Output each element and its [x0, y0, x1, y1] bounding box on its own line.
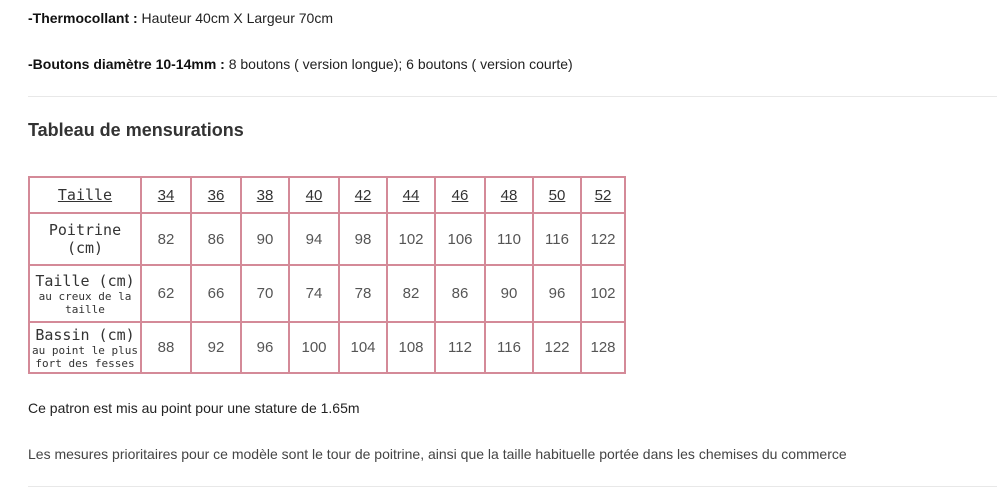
size-header: 50 [533, 177, 581, 213]
measure-cell: 86 [191, 213, 241, 265]
measure-cell: 102 [581, 265, 625, 322]
size-header: 36 [191, 177, 241, 213]
measure-cell: 98 [339, 213, 387, 265]
measure-cell: 66 [191, 265, 241, 322]
thermocollant-line [28, 10, 333, 26]
measure-cell: 102 [387, 213, 435, 265]
divider [28, 96, 997, 97]
size-header: 38 [241, 177, 289, 213]
row-label [29, 322, 141, 373]
row-label [29, 213, 141, 265]
measure-cell: 116 [485, 322, 533, 373]
measure-cell: 82 [141, 213, 191, 265]
size-header: 34 [141, 177, 191, 213]
size-header: 46 [435, 177, 485, 213]
size-header: 48 [485, 177, 533, 213]
row-label-main: Poitrine [48, 221, 122, 239]
stature-note: Ce patron est mis au point pour une stature de 1.65m [28, 400, 360, 416]
measure-cell: 82 [387, 265, 435, 322]
table-header-row [29, 177, 625, 213]
measure-cell: 110 [485, 213, 533, 265]
priority-note: Les mesures prioritaires pour ce modèle sont le tour de poitrine, ainsi que la taille habituelle portée dans les chemises du commerce [28, 446, 847, 462]
measure-cell: 88 [141, 322, 191, 373]
boutons-line [28, 56, 573, 72]
measure-cell: 100 [289, 322, 339, 373]
measure-cell: 104 [339, 322, 387, 373]
table-row [29, 322, 625, 373]
thermocollant-label: -Thermocollant : [28, 10, 138, 26]
section-title: Tableau de mensurations [28, 120, 244, 140]
row-label-main: Bassin (cm) [35, 325, 135, 344]
measure-cell: 96 [241, 322, 289, 373]
measure-cell: 78 [339, 265, 387, 322]
row-label-sub: au point le plus fort des fesses [32, 343, 138, 370]
measure-cell: 86 [435, 265, 485, 322]
size-header: 40 [289, 177, 339, 213]
row-label-main: Taille (cm) [35, 271, 135, 290]
measurement-table [28, 176, 626, 374]
size-header: 44 [387, 177, 435, 213]
table-row [29, 213, 625, 265]
header-taille-label: Taille [29, 177, 141, 213]
measure-cell: 90 [241, 213, 289, 265]
row-label [29, 265, 141, 322]
size-header: 42 [339, 177, 387, 213]
row-label-sub: au creux de la taille [38, 289, 132, 316]
row-label-unit: (cm) [66, 239, 104, 257]
measure-cell: 112 [435, 322, 485, 373]
measure-cell: 122 [533, 322, 581, 373]
measure-cell: 94 [289, 213, 339, 265]
thermocollant-value: Hauteur 40cm X Largeur 70cm [137, 10, 333, 26]
divider-bottom [28, 486, 997, 487]
boutons-label: -Boutons diamètre 10-14mm : [28, 56, 225, 72]
size-header: 52 [581, 177, 625, 213]
measure-cell: 122 [581, 213, 625, 265]
measure-cell: 108 [387, 322, 435, 373]
measure-cell: 70 [241, 265, 289, 322]
measure-cell: 96 [533, 265, 581, 322]
measure-cell: 128 [581, 322, 625, 373]
table-row [29, 265, 625, 322]
measure-cell: 106 [435, 213, 485, 265]
measure-cell: 116 [533, 213, 581, 265]
measure-cell: 90 [485, 265, 533, 322]
measure-cell: 62 [141, 265, 191, 322]
boutons-value: 8 boutons ( version longue); 6 boutons ( version courte) [224, 56, 573, 72]
measure-cell: 92 [191, 322, 241, 373]
measure-cell: 74 [289, 265, 339, 322]
